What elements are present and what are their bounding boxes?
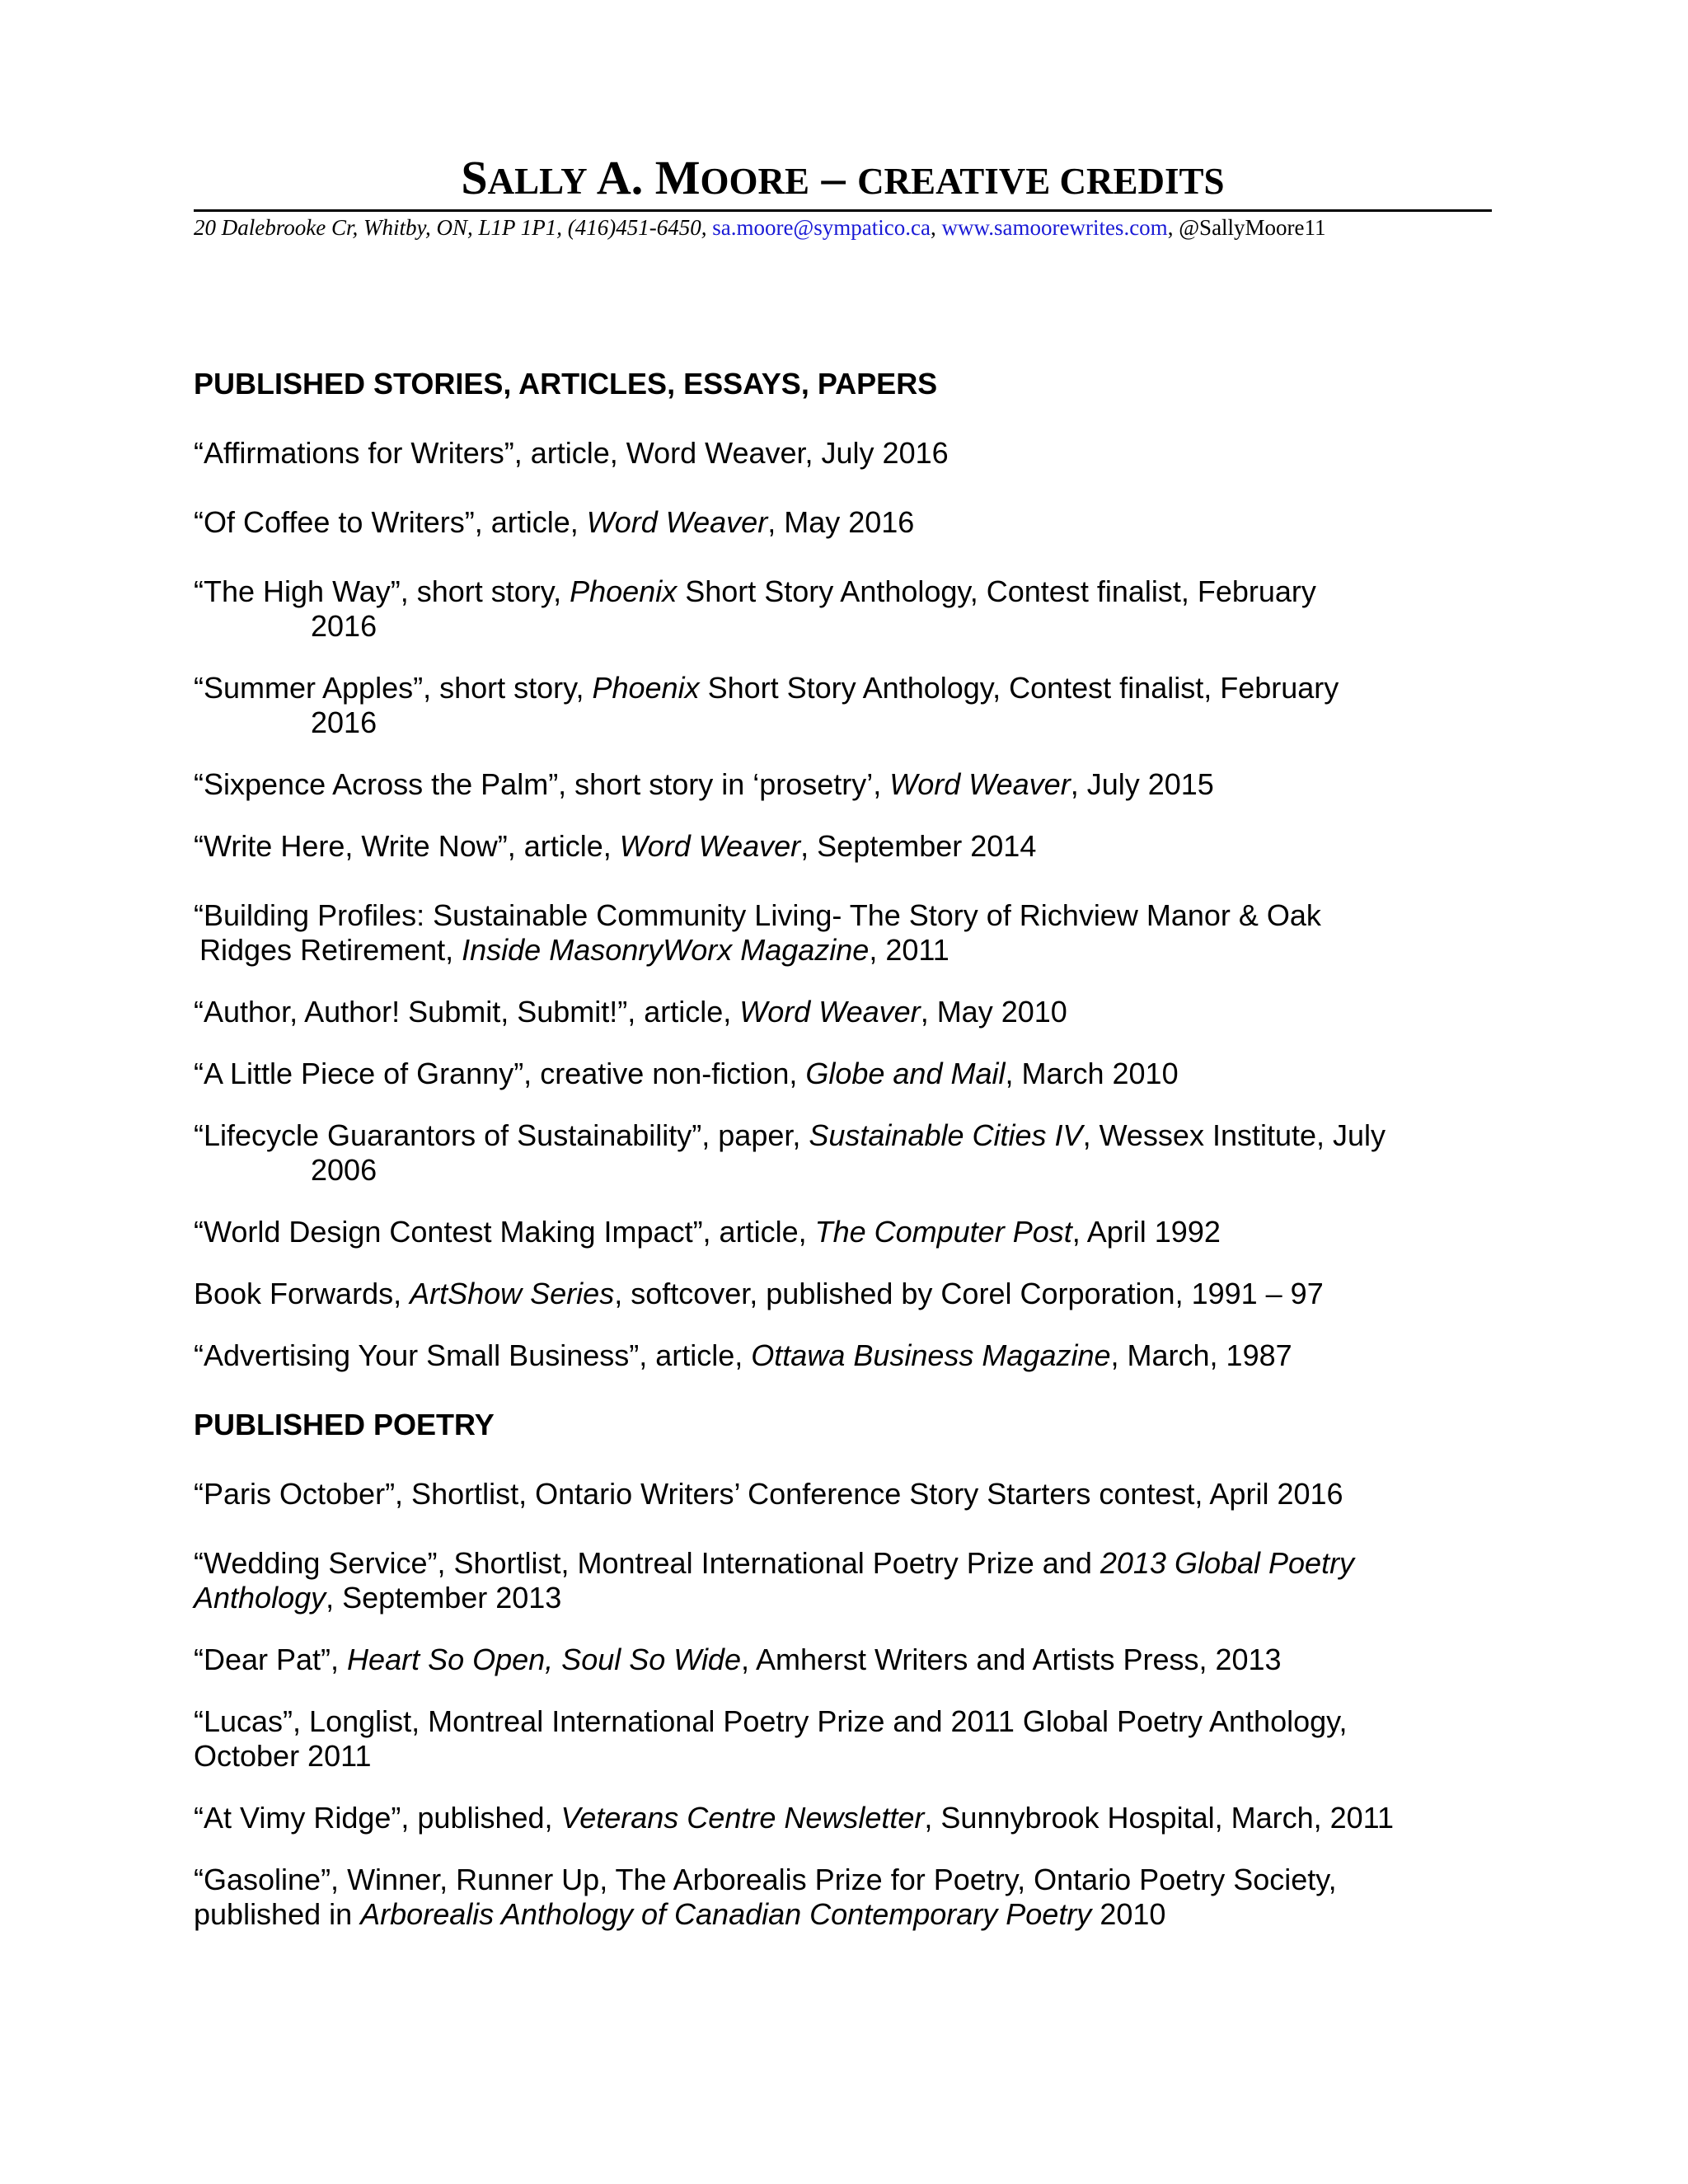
entry-publication: Veterans Centre Newsletter (560, 1801, 925, 1835)
list-item (194, 1801, 1479, 1835)
entry-text: “Sixpence Across the Palm”, short story in ‘prosetry’, (194, 767, 890, 801)
entry-text: , July 2015 (1070, 767, 1214, 801)
entry-text: , April 1992 (1071, 1215, 1221, 1249)
entry-publication: 2013 Global Poetry (1100, 1546, 1355, 1580)
twitter-handle: @SallyMoore11 (1179, 215, 1326, 240)
title-middle: A. (596, 151, 644, 204)
entry-publication: Inside MasonryWorx Magazine (462, 933, 870, 967)
document-body (194, 367, 1479, 1932)
title-last-rest: OORE (700, 161, 810, 202)
entry-publication: Anthology (194, 1581, 326, 1615)
list-item (194, 995, 1479, 1029)
list-item (194, 1057, 1479, 1091)
entry-text: “Advertising Your Small Business”, article, (194, 1338, 752, 1372)
entry-publication: The Computer Post (814, 1215, 1072, 1249)
entry-text: “Dear Pat”, (194, 1643, 348, 1676)
entry-text: , September 2013 (326, 1581, 562, 1615)
entry-continuation: 2016 (311, 609, 377, 643)
entry-text: Ridges Retirement, (199, 933, 462, 967)
contact-line: 20 Dalebrooke Cr, Whitby, ON, L1P 1P1, (416)451-6450, sa.moore@sympatico.ca, www.samoorewrites.com, @SallyMoore11 (194, 215, 1326, 240)
entry-publication: ArtShow Series (410, 1277, 615, 1310)
list-item (194, 671, 1479, 740)
entry-text: “Building Profiles: Sustainable Community Living- The Story of Richview Manor & Oak (194, 898, 1321, 932)
entry-text: “Of Coffee to Writers”, article, (194, 505, 587, 539)
entry-publication: Sustainable Cities IV (809, 1118, 1083, 1152)
entry-text: , 2011 (869, 933, 950, 967)
title-first-rest: ALLY (487, 161, 588, 202)
list-item (194, 505, 1479, 540)
entry-text: “Summer Apples”, short story, (194, 671, 593, 705)
list-item (194, 1863, 1479, 1932)
list-item (194, 767, 1479, 802)
document-header (194, 148, 1492, 241)
list-item (194, 1277, 1479, 1311)
list-item (194, 1118, 1479, 1188)
entry-text: , May 2016 (767, 505, 915, 539)
entry-publication: Globe and Mail (805, 1057, 1006, 1090)
entry-text: Short Story Anthology, Contest finalist, February (677, 574, 1316, 608)
list-item (194, 1643, 1479, 1677)
entry-text: published in (194, 1897, 361, 1931)
entry-publication: Word Weaver (889, 767, 1071, 801)
entry-text: “The High Way”, short story, (194, 574, 570, 608)
list-item (194, 898, 1479, 968)
list-item (194, 1477, 1479, 1511)
entry-text: “Wedding Service”, Shortlist, Montreal International Poetry Prize and (194, 1546, 1100, 1580)
entry-publication: Word Weaver (739, 995, 921, 1029)
list-item (194, 1215, 1479, 1249)
page-title (194, 148, 1492, 208)
entry-publication: Heart So Open, Soul So Wide (347, 1643, 741, 1676)
entry-text: “Author, Author! Submit, Submit!”, article, (194, 995, 740, 1029)
entry-text: Book Forwards, (194, 1277, 410, 1310)
entry-text: , softcover, published by Corel Corporation, 1991 – 97 (614, 1277, 1324, 1310)
entry-text: “Paris October”, Shortlist, Ontario Writers’ Conference Story Starters contest, April 2016 (194, 1477, 1343, 1511)
section-title-stories: PUBLISHED STORIES, ARTICLES, ESSAYS, PAPERS (194, 367, 938, 401)
entry-publication: Arborealis Anthology of Canadian Contemporary Poetry (360, 1897, 1092, 1931)
list-item (194, 1546, 1479, 1615)
entry-text: “Lucas”, Longlist, Montreal International Poetry Prize and 2011 Global Poetry Anthology, (194, 1704, 1348, 1738)
title-first-initial: S (461, 151, 488, 204)
address-text: 20 Dalebrooke Cr, Whitby, ON, L1P 1P1, (416)451-6450, (194, 215, 707, 240)
list-item (194, 1338, 1479, 1373)
list-item (194, 829, 1479, 864)
entry-text: “At Vimy Ridge”, published, (194, 1801, 561, 1835)
entry-text: , March, 1987 (1110, 1338, 1292, 1372)
title-dash: – (821, 151, 846, 204)
list-item (194, 1704, 1479, 1774)
website-link[interactable]: www.samoorewrites.com (941, 215, 1168, 240)
entry-publication: Word Weaver (619, 829, 801, 863)
entry-text: 2010 (1091, 1897, 1166, 1931)
entry-continuation: 2016 (311, 705, 377, 739)
entry-continuation: 2006 (311, 1153, 377, 1187)
entry-text: “Write Here, Write Now”, article, (194, 829, 620, 863)
entry-text: , Wessex Institute, July (1082, 1118, 1386, 1152)
entry-text: , May 2010 (920, 995, 1067, 1029)
entry-text: “Affirmations for Writers”, article, Word Weaver, July 2016 (194, 436, 949, 470)
entry-publication: Phoenix (592, 671, 700, 705)
entry-publication: Phoenix (570, 574, 678, 608)
list-item (194, 436, 1479, 471)
entry-publication: Ottawa Business Magazine (751, 1338, 1111, 1372)
entry-publication: Word Weaver (586, 505, 768, 539)
entry-text: , Amherst Writers and Artists Press, 2013 (740, 1643, 1282, 1676)
entry-text: , September 2014 (800, 829, 1037, 863)
email-link[interactable]: sa.moore@sympatico.ca (712, 215, 931, 240)
entry-text: “A Little Piece of Granny”, creative non-fiction, (194, 1057, 806, 1090)
entry-text: “World Design Contest Making Impact”, article, (194, 1215, 815, 1249)
entry-text: “Lifecycle Guarantors of Sustainability”, paper, (194, 1118, 809, 1152)
entry-text: October 2011 (194, 1739, 372, 1773)
title-rule (194, 209, 1492, 212)
entry-text: “Gasoline”, Winner, Runner Up, The Arborealis Prize for Poetry, Ontario Poetry Society, (194, 1863, 1337, 1896)
title-rest: CREATIVE CREDITS (857, 161, 1225, 202)
list-item (194, 574, 1479, 644)
entry-text: , Sunnybrook Hospital, March, 2011 (924, 1801, 1395, 1835)
title-last-initial: M (654, 151, 701, 204)
entry-text: , March 2010 (1005, 1057, 1179, 1090)
entry-text: Short Story Anthology, Contest finalist, February (699, 671, 1339, 705)
section-title-poetry: PUBLISHED POETRY (194, 1408, 495, 1441)
